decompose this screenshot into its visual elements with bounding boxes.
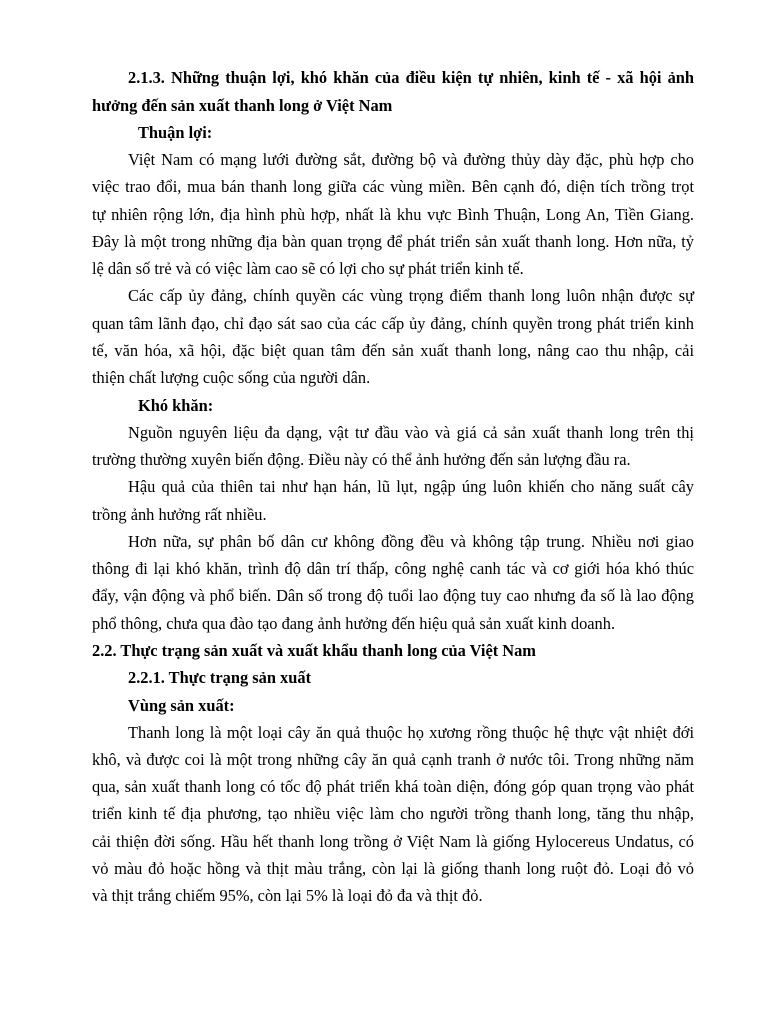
- paragraph-line: đẩy, vận động và phổ biến. Dân số trong độ tuổi lao động tuy cao nhưng đa số là lao động: [92, 586, 694, 605]
- paragraph-line: và thịt trắng chiếm 95%, còn lại 5% là loại đỏ đa và thịt đỏ.: [92, 886, 483, 905]
- paragraph-line: tế, văn hóa, xã hội, đặc biệt quan tâm đến sản xuất thanh long, nâng cao thu nhập, cải: [92, 341, 694, 360]
- paragraph-line: Các cấp ủy đảng, chính quyền các vùng trọng điểm thanh long luôn nhận được sự: [128, 286, 694, 305]
- section-heading-2-2: 2.2. Thực trạng sản xuất và xuất khẩu thanh long của Việt Nam: [92, 641, 536, 660]
- paragraph-line: lệ dân số trẻ và có việc làm cao sẽ có lợi cho sự phát triển kinh tế.: [92, 259, 524, 278]
- paragraph-line: Đây là một trong những địa bàn quan trọng để phát triển sản xuất thanh long. Hơn nữa, tỷ: [92, 232, 694, 251]
- paragraph-line: Việt Nam có mạng lưới đường sắt, đường bộ và đường thủy dày đặc, phù hợp cho: [128, 150, 694, 169]
- paragraph-line: việc trao đổi, mua bán thanh long giữa các vùng miền. Bên cạnh đó, diện tích trồng trọt: [92, 177, 694, 196]
- section-heading-2-1-3: 2.1.3. Những thuận lợi, khó khăn của điều kiện tự nhiên, kinh tế - xã hội ảnh: [128, 68, 694, 87]
- paragraph-line: qua, sản xuất thanh long có tốc độ phát triển khá toàn diện, đóng góp quan trọng vào phát: [92, 777, 694, 796]
- paragraph-line: Nguồn nguyên liệu đa dạng, vật tư đầu vào và giá cả sản xuất thanh long trên thị: [128, 423, 694, 442]
- section-heading-2-2-1: 2.2.1. Thực trạng sản xuất: [128, 668, 312, 687]
- paragraph-line: cải thiện đời sống. Hầu hết thanh long trồng ở Việt Nam là giống Hylocereus Undatus, có: [92, 832, 694, 851]
- paragraph-line: trồng ảnh hưởng rất nhiều.: [92, 505, 267, 524]
- section-heading-2-1-3-cont: hưởng đến sản xuất thanh long ở Việt Nam: [92, 96, 393, 115]
- paragraph-line: phổ thông, chưa qua đào tạo đang ảnh hưởng đến hiệu quả sản xuất kinh doanh.: [92, 614, 616, 633]
- paragraph-line: Hơn nữa, sự phân bố dân cư không đồng đều và không tập trung. Nhiều nơi giao: [128, 532, 694, 551]
- paragraph-line: triển kinh tế địa phương, tạo nhiều việc làm cho người trồng thanh long, tăng thu nhập,: [92, 804, 694, 823]
- paragraph-line: trường thường xuyên biến động. Điều này có thể ảnh hưởng đến sản lượng đầu ra.: [92, 450, 631, 469]
- subheading-difficulties: Khó khăn:: [138, 396, 214, 415]
- paragraph-line: thiện chất lượng cuộc sống của người dân.: [92, 368, 371, 387]
- paragraph-line: Hậu quả của thiên tai như hạn hán, lũ lụt, ngập úng luôn khiến cho năng suất cây: [128, 477, 694, 496]
- subheading-advantages: Thuận lợi:: [138, 123, 213, 142]
- subheading-production-area: Vùng sản xuất:: [128, 696, 235, 715]
- paragraph-line: thông đi lại khó khăn, trình độ dân trí thấp, công nghệ canh tác và cơ giới hóa khó thúc: [92, 559, 694, 578]
- paragraph-line: vỏ màu đỏ hoặc hồng và thịt màu trắng, còn lại là giống thanh long ruột đỏ. Loại đỏ vỏ: [92, 859, 694, 878]
- paragraph-line: quan tâm lãnh đạo, chỉ đạo sát sao của các cấp ủy đảng, chính quyền trong phát triển kinh: [92, 314, 694, 333]
- paragraph-line: tự nhiên rộng lớn, địa hình phù hợp, nhất là khu vực Bình Thuận, Long An, Tiền Giang.: [92, 205, 694, 224]
- paragraph-line: khô, và được coi là một trong những cây ăn quả cạnh tranh ở nước tôi. Trong những năm: [92, 750, 694, 769]
- paragraph-line: Thanh long là một loại cây ăn quả thuộc họ xương rồng thuộc hệ thực vật nhiệt đới: [128, 723, 694, 742]
